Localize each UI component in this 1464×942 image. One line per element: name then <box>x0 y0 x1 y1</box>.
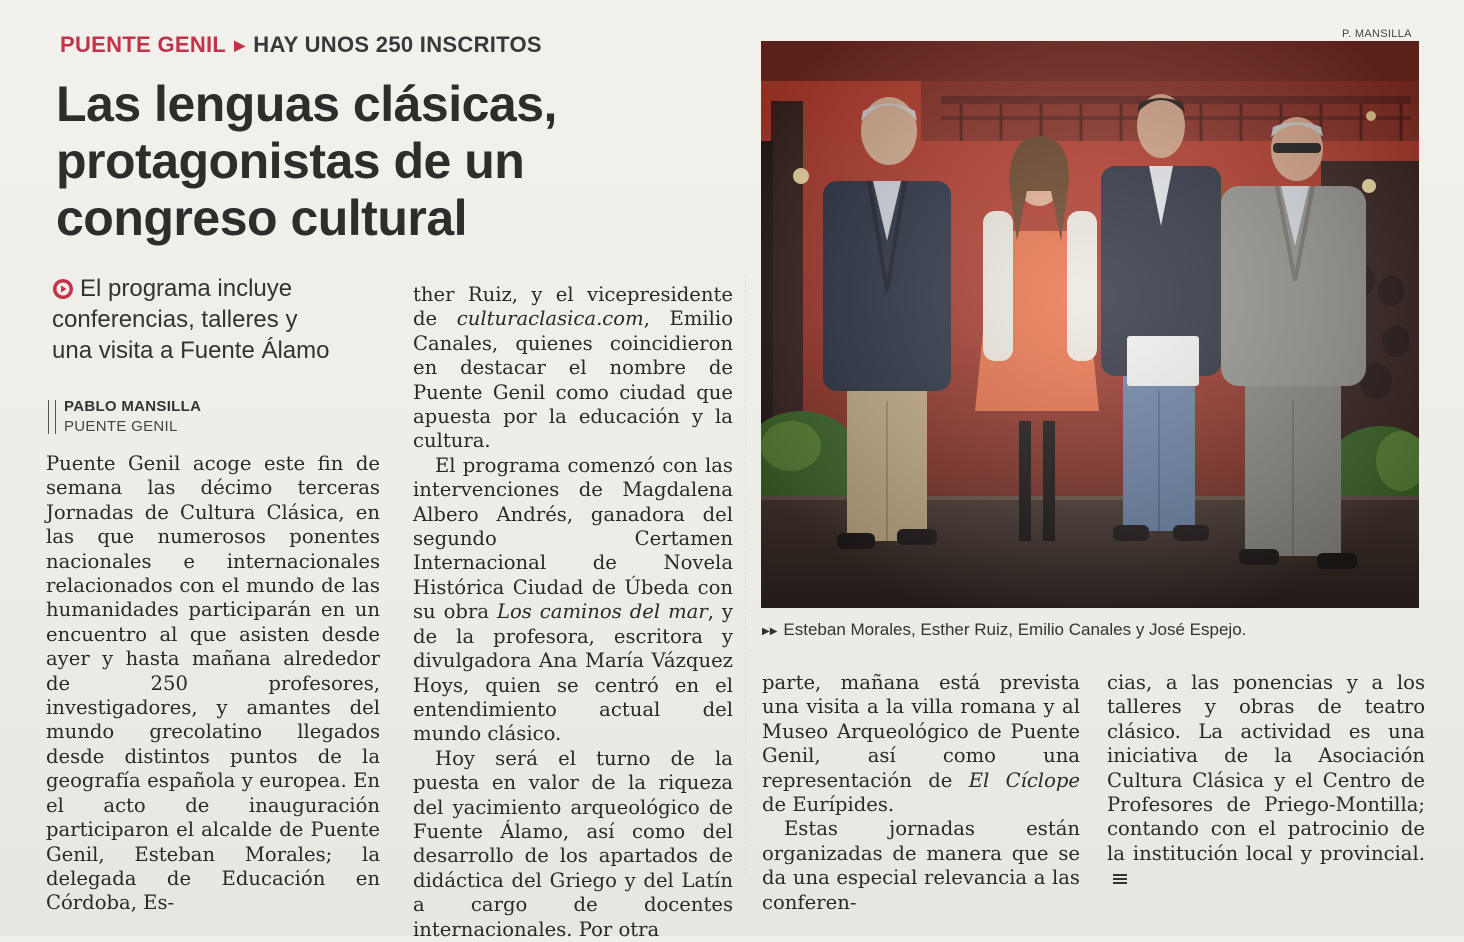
double-triangle-icon: ▶▶ <box>762 626 778 637</box>
byline-author: PABLO MANSILLA <box>64 398 202 415</box>
kicker-arrow-icon: ▶ <box>234 37 246 53</box>
photo-caption: ▶▶ Esteban Morales, Esther Ruiz, Emilio Canales y José Espejo. <box>762 620 1247 639</box>
photo-credit: P. MANSILLA <box>1342 28 1412 40</box>
byline-bars <box>48 400 56 434</box>
end-of-article-icon <box>1113 874 1127 884</box>
body-column-1 <box>46 452 380 916</box>
paragraph: cias, a las ponencias y a los talleres y obras de teatro clásico. La actividad es una iniciativa de la Asociación Cultura Clásica y el Centro de Profesores de Priego-Montilla; contando con el patrocinio de la institución local y provincial. <box>1107 671 1425 891</box>
subhead: El programa incluye conferencias, talleres y una visita a Fuente Álamo <box>52 275 330 364</box>
play-title: El Cíclope <box>968 768 1081 792</box>
paragraph: parte, mañana está prevista una visita a la villa romana y al Museo Arqueológico de Puente Genil, así como una representación de El Cíclope de Eurípides. <box>762 671 1081 817</box>
body-column-2 <box>413 283 733 942</box>
paragraph: Hoy será el turno de la puesta en valor de la riqueza del yacimiento arqueológico de Fuente Álamo, así como del desarrollo de los apartados de didáctica del Griego y del Latín a cargo de docentes internacionales. Por otra <box>413 746 733 941</box>
kicker-topic: HAY UNOS 250 INSCRITOS <box>253 32 542 57</box>
body-column-4 <box>1107 671 1425 891</box>
column-gutter <box>745 275 748 875</box>
byline <box>48 398 348 436</box>
paragraph: El programa comenzó con las intervenciones de Magdalena Albero Andrés, ganadora del segundo Certamen Internacional de Novela Histórica Ciudad de Úbeda con su obra Los caminos del mar, y de la profesora, escritora y divulgadora Ana María Vázquez Hoys, quien se centró en el entendimiento actual del mundo clásico. <box>413 453 733 746</box>
paragraph: Puente Genil acoge este fin de semana las décimo terceras Jornadas de Cultura Clásica, en las que numerosos ponentes nacionales e internacionales relacionados con el mundo de las humanidades participarán en un encuentro al que asisten desde ayer y hasta mañana alrededor de 250 profesores, investigadores, y amantes del mundo grecolatino llegados desde distintos puntos de la geografía española y europea. En el acto de inauguración participaron el alcalde de Puente Genil, Esteban Morales; la delegada de Educación en Córdoba, Es- <box>46 452 380 915</box>
website-name: culturaclasica.com <box>456 307 644 331</box>
paragraph: Estas jornadas están organizadas de manera que se da una especial relevancia a las conferen- <box>762 817 1080 914</box>
kicker-section: PUENTE GENIL <box>60 32 227 57</box>
photo <box>761 41 1419 608</box>
paragraph: ther Ruiz, y el vicepresidente de culturaclasica.com, Emilio Canales, quienes coincidieron en destacar el nombre de Puente Genil como ciudad que apuesta por la educación y la cultura. <box>413 283 733 453</box>
byline-location: PUENTE GENIL <box>64 418 178 435</box>
book-title: Los caminos del mar <box>496 600 708 624</box>
kicker <box>60 32 542 58</box>
headline: Las lenguas clásicas, protagonistas de un congreso cultural <box>56 76 557 246</box>
body-column-3 <box>762 671 1080 915</box>
